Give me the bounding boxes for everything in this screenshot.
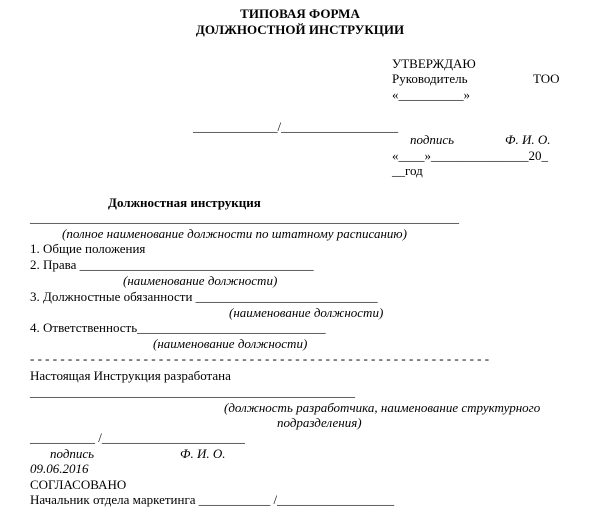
approver-sign-line: _____________/__________________ [193, 119, 399, 134]
approver-fio-caption: Ф. И. О. [505, 132, 551, 147]
approve-label: УТВЕРЖДАЮ [392, 56, 476, 71]
head-label: Руководитель [392, 71, 468, 86]
developer-date: 09.06.2016 [30, 461, 89, 476]
position-name-line: __________________________________________________________________ [30, 210, 459, 225]
developer-line: __________________________________________________ [30, 384, 355, 399]
agreed-marketing-row: Начальник отдела маркетинга ___________ /__________________ [30, 492, 395, 507]
section-duties: 3. Должностные обязанности ____________________________ [30, 289, 378, 304]
developer-fio-caption: Ф. И. О. [180, 446, 226, 461]
developer-intro: Настоящая Инструкция разработана [30, 368, 231, 383]
developer-sign-caption: подпись [50, 446, 95, 461]
developer-sign-line: __________ /______________________ [30, 430, 245, 445]
section-rights: 2. Права ____________________________________ [30, 257, 314, 272]
form-title-line1: ТИПОВАЯ ФОРМА [240, 6, 360, 21]
form-title-line2: ДОЛЖНОСТНОЙ ИНСТРУКЦИИ [195, 22, 405, 37]
approval-date-line: «____»_______________20_ [392, 148, 548, 163]
section-rights-caption: (наименование должности) [123, 273, 278, 288]
section-responsibility: 4. Ответственность_____________________________ [30, 320, 326, 335]
developer-caption-2: подразделения) [277, 415, 362, 430]
section-duties-caption: (наименование должности) [229, 305, 384, 320]
org-name-line: «__________» [392, 87, 470, 102]
developer-caption-1: (должность разработчика, наименование структурного [224, 400, 541, 415]
agreed-title: СОГЛАСОВАНО [30, 477, 127, 492]
position-name-caption: (полное наименование должности по штатному расписанию) [62, 226, 407, 241]
approver-sign-caption: подпись [410, 132, 455, 147]
approval-year-line: __год [392, 163, 423, 178]
instruction-heading: Должностная инструкция [108, 195, 261, 210]
section-general: 1. Общие положения [30, 241, 146, 256]
dashed-divider: - - - - - - - - - - - - - - - - - - - - - - - - - - - - - - - - - - - - - - - - - - - - - - - - - - - - - - - - - - - - - [30, 351, 490, 366]
section-responsibility-caption: (наименование должности) [153, 336, 308, 351]
org-type: ТОО [533, 71, 560, 86]
